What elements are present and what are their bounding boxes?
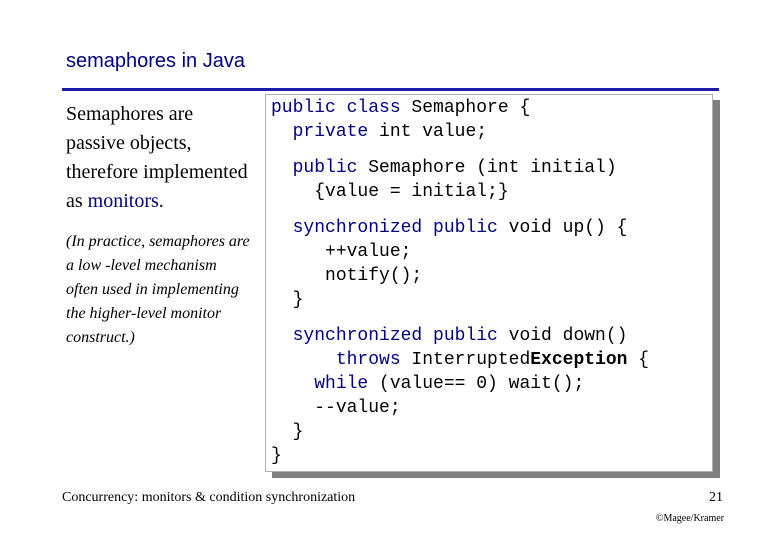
- slide-title: semaphores in Java: [66, 50, 245, 72]
- code-line-11: [271, 372, 649, 396]
- code-line-6: [271, 240, 649, 264]
- copyright-notice: ©Magee/Kramer: [655, 513, 724, 524]
- footer-caption: Concurrency: monitors & condition synchronization: [62, 490, 356, 505]
- code-text: int value;: [368, 122, 488, 142]
- code-keyword: synchronized public: [292, 326, 498, 346]
- code-listing: [271, 96, 649, 468]
- code-line-10: [271, 348, 649, 372]
- code-keyword: private: [292, 122, 369, 142]
- code-line-14: [271, 444, 649, 468]
- code-line-3: [271, 156, 649, 180]
- code-text: void down(): [497, 326, 628, 346]
- code-text: --value;: [314, 398, 401, 418]
- code-text: notify();: [325, 266, 423, 286]
- page-number: 21: [709, 490, 723, 505]
- code-line-13: [271, 420, 649, 444]
- code-text: {value = initial;}: [314, 182, 509, 202]
- code-keyword: public: [292, 158, 358, 178]
- intro-highlight-monitors: monitors: [87, 190, 159, 212]
- code-text: (value== 0) wait();: [368, 374, 585, 394]
- code-text: void up() {: [497, 218, 628, 238]
- code-text-bold: Exception: [530, 350, 628, 370]
- code-line-8: [271, 288, 649, 312]
- left-column: [66, 100, 256, 350]
- code-keyword: throws: [335, 350, 401, 370]
- code-line-9: [271, 324, 649, 348]
- code-text: ++value;: [325, 242, 412, 262]
- code-text: }: [292, 422, 304, 442]
- code-text: }: [292, 290, 304, 310]
- title-underline: [62, 88, 719, 91]
- code-text: Interrupted: [400, 350, 531, 370]
- code-text: {: [627, 350, 650, 370]
- code-line-5: [271, 216, 649, 240]
- intro-paragraph: [66, 100, 256, 216]
- code-keyword: public class: [271, 98, 401, 118]
- intro-text: Semaphores are passive objects, therefore implemented as: [66, 103, 248, 212]
- code-keyword: synchronized public: [292, 218, 498, 238]
- code-line-2: [271, 120, 649, 144]
- code-line-12: [271, 396, 649, 420]
- code-line-4: [271, 180, 649, 204]
- code-text: Semaphore (int initial): [357, 158, 617, 178]
- code-text: Semaphore {: [400, 98, 531, 118]
- practice-note: (In practice, semaphores are a low -level mechanism often used in implementing the higher-level monitor construct.): [66, 233, 250, 346]
- code-line-1: [271, 96, 649, 120]
- code-text: }: [271, 446, 282, 466]
- code-line-7: [271, 264, 649, 288]
- intro-period: .: [158, 190, 164, 212]
- code-keyword: while: [314, 374, 369, 394]
